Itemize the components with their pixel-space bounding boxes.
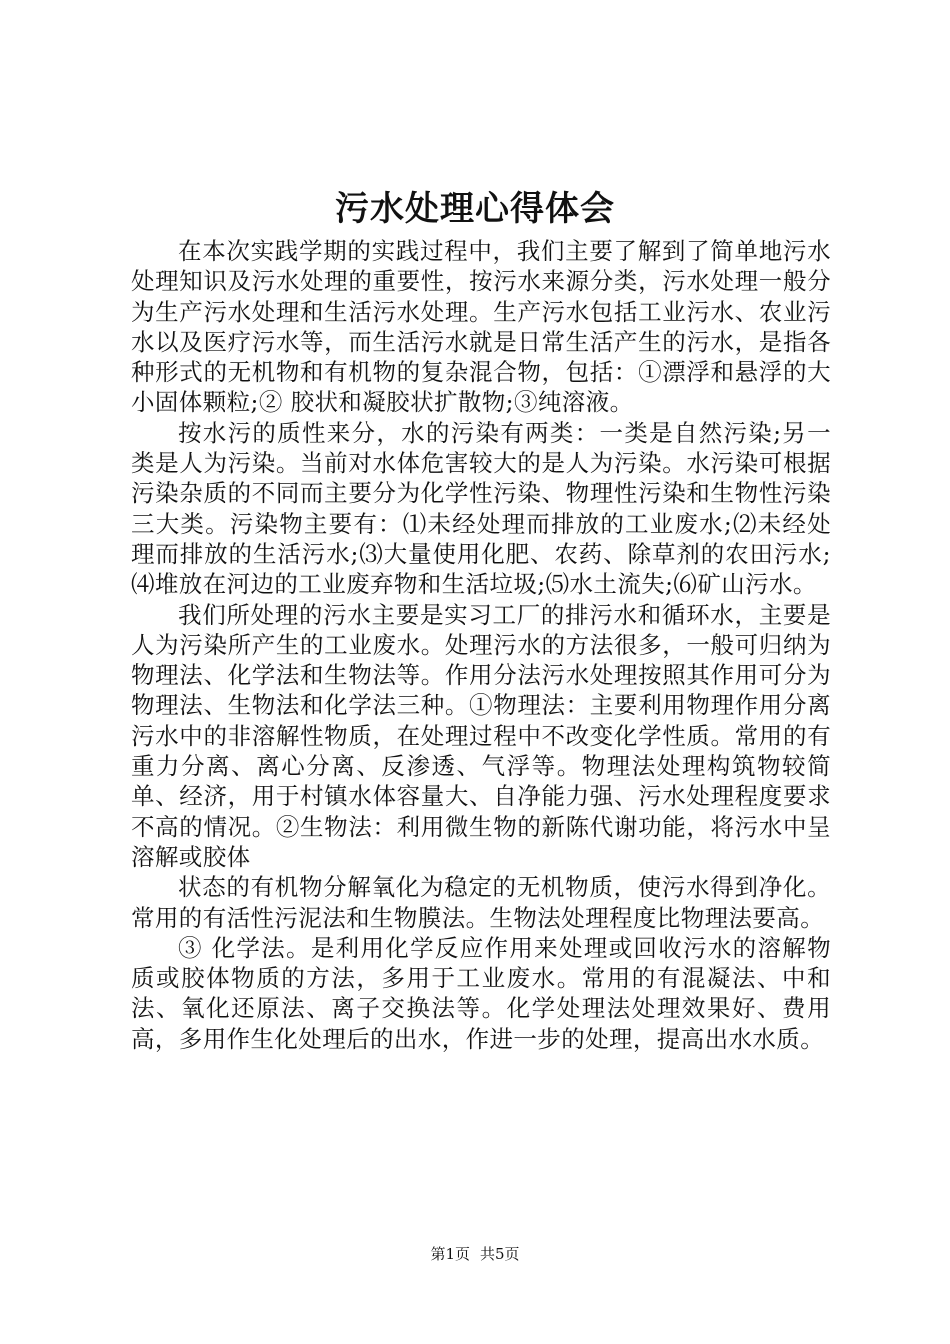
page-total: 共5页 (480, 1245, 520, 1263)
paragraph-intro: 在本次实践学期的实践过程中，我们主要了解到了简单地污水处理知识及污水处理的重要性，按污水来源分类，污水处理一般分为生产污水处理和生活污水处理。生产污水包括工业污水、农业污水以及医疗污水等，而生活污水就是日常生活产生的污水，是指各种形式的无机物和有机物的复杂混合物，包括：①漂浮和悬浮的大小固体颗粒;② 胶状和凝胶状扩散物;③纯溶液。 (131, 237, 831, 417)
document-body (131, 236, 831, 1054)
paragraph-pollution-types: 按水污的质性来分，水的污染有两类：一类是自然污染;另一类是人为污染。当前对水体危害较大的是人为污染。水污染可根据污染杂质的不同而主要分为化学性污染、物理性污染和生物性污染三大类。污染物主要有：⑴未经处理而排放的工业废水;⑵未经处理而排放的生活污水;⑶大量使用化肥、农药、除草剂的农田污水;⑷堆放在河边的工业废弃物和生活垃圾;⑸水土流失;⑹矿山污水。 (131, 418, 831, 599)
paragraph-treatment-methods: 我们所处理的污水主要是实习工厂的排污水和循环水，主要是人为污染所产生的工业废水。处理污水的方法很多，一般可归纳为物理法、化学法和生物法等。作用分法污水处理按照其作用可分为物理法、生物法和化学法三种。①物理法：主要利用物理作用分离污水中的非溶解性物质，在处理过程中不改变化学性质。常用的有重力分离、离心分离、反渗透、气浮等。物理法处理构筑物较简单、经济，用于村镇水体容量大、自净能力强、污水处理程度要求不高的情况。②生物法：利用微生物的新陈代谢功能，将污水中呈溶解或胶体 (131, 600, 831, 871)
document-title: 污水处理心得体会 (335, 189, 615, 229)
paragraph-chemical-method: ③ 化学法。是利用化学反应作用来处理或回收污水的溶解物质或胶体物质的方法，多用于工业废水。常用的有混凝法、中和法、氧化还原法、离子交换法等。化学处理法处理效果好、费用高，多用作生化处理后的出水，作进一步的处理，提高出水水质。 (131, 933, 831, 1053)
paragraph-biological-method: 状态的有机物分解氧化为稳定的无机物质，使污水得到净化。常用的有活性污泥法和生物膜法。生物法处理程度比物理法要高。 (131, 873, 831, 932)
page-footer (0, 1243, 950, 1265)
page-number: 第1页 (430, 1245, 470, 1263)
